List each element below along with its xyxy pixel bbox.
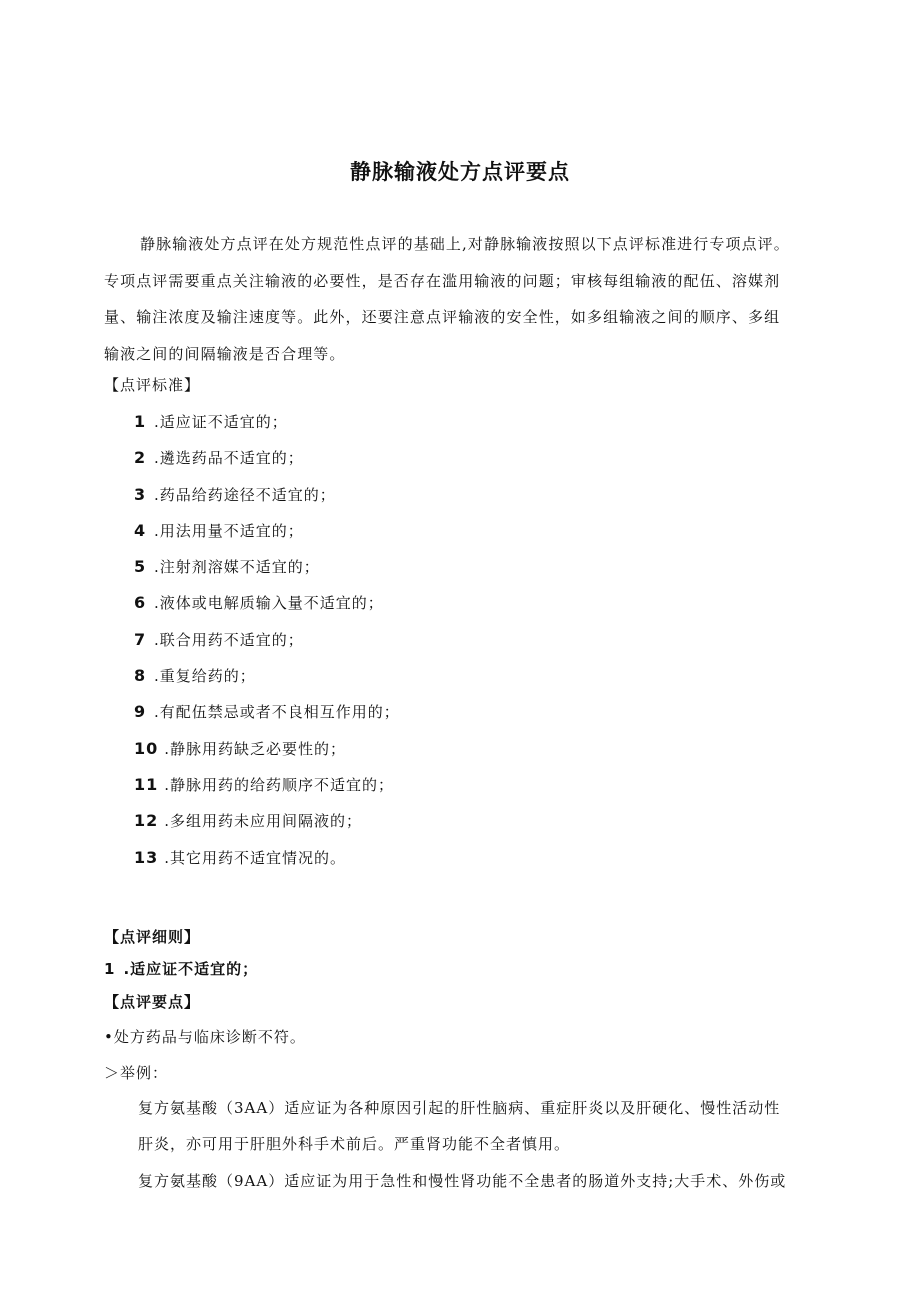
criteria-number: 11	[134, 774, 159, 794]
criteria-text: .注射剂溶媒不适宜的；	[154, 558, 320, 577]
criteria-number: 5	[134, 557, 147, 577]
criteria-text: .其它用药不适宜情况的。	[164, 848, 347, 867]
criteria-item	[134, 549, 400, 585]
intro-line: 量、输注浓度及输注速度等。此外，还要注意点评输液的安全性，如多组输液之间的顺序、多组	[104, 308, 781, 326]
criteria-number: 12	[134, 811, 159, 831]
criteria-number: 4	[134, 520, 147, 540]
criteria-number: 8	[134, 666, 147, 686]
criteria-item	[134, 622, 400, 658]
criteria-text: .有配伍禁忌或者不良相互作用的；	[154, 703, 400, 722]
criteria-item	[134, 731, 400, 767]
criteria-item	[134, 803, 400, 839]
example-line: 复方氨基酸（3AA）适应证为各种原因引起的肝性脑病、重症肝炎以及肝硬化、慢性活动性	[138, 1099, 781, 1117]
detail-item	[104, 958, 258, 979]
criteria-number: 9	[134, 702, 147, 722]
criteria-item	[134, 440, 400, 476]
criteria-text: .液体或电解质输入量不适宜的；	[154, 594, 384, 613]
criteria-number: 10	[134, 738, 159, 758]
intro-line: 输液之间的间隔输液是否合理等。	[104, 344, 346, 363]
criteria-number: 6	[134, 593, 147, 613]
criteria-text: .遴选药品不适宜的；	[154, 449, 304, 468]
details-heading: 【点评细则】	[104, 928, 201, 946]
key-points-heading: 【点评要点】	[104, 993, 201, 1011]
criteria-item	[134, 513, 400, 549]
criteria-number: 13	[134, 847, 159, 867]
criteria-heading: 【点评标准】	[104, 376, 201, 394]
criteria-text: .用法用量不适宜的；	[154, 521, 304, 540]
example-line: 肝炎，亦可用于肝胆外科手术前后。严重肾功能不全者慎用。	[138, 1135, 571, 1153]
intro-line: 专项点评需要重点关注输液的必要性，是否存在滥用输液的问题；审核每组输液的配伍、溶媒剂	[104, 271, 781, 290]
example-paragraph-2: 复方氨基酸（9AA）适应证为用于急性和慢性肾功能不全患者的肠道外支持;大手术、外伤或	[138, 1172, 787, 1190]
criteria-item	[134, 585, 400, 621]
criteria-number: 7	[134, 629, 147, 649]
detail-item-number: 1	[104, 960, 116, 978]
criteria-number: 3	[134, 484, 147, 504]
criteria-number: 2	[134, 448, 147, 468]
criteria-text: .静脉用药缺乏必要性的；	[164, 739, 347, 758]
criteria-text: .多组用药未应用间隔液的；	[164, 812, 363, 831]
example-label: ＞举例：	[104, 1064, 169, 1082]
criteria-item	[134, 404, 400, 440]
detail-item-text: .适应证不适宜的；	[123, 960, 259, 978]
criteria-item	[134, 840, 400, 876]
criteria-text: .联合用药不适宜的；	[154, 630, 304, 649]
criteria-number: 1	[134, 412, 147, 431]
criteria-item	[134, 477, 400, 513]
criteria-item	[134, 658, 400, 694]
criteria-text: .重复给药的；	[154, 667, 256, 686]
criteria-item	[134, 767, 400, 803]
document-title: 静脉输液处方点评要点	[350, 160, 570, 184]
intro-line: 静脉输液处方点评在处方规范性点评的基础上,对静脉输液按照以下点评标准进行专项点评。	[140, 235, 790, 253]
criteria-text: .静脉用药的给药顺序不适宜的；	[164, 775, 395, 794]
intro-paragraph	[104, 226, 822, 372]
criteria-list	[134, 404, 400, 876]
example-paragraph-1	[138, 1090, 822, 1162]
criteria-text: .适应证不适宜的；	[154, 413, 288, 431]
criteria-item	[134, 694, 400, 730]
criteria-text: .药品给药途径不适宜的；	[154, 485, 336, 504]
key-point: •处方药品与临床诊断不符。	[104, 1028, 306, 1046]
